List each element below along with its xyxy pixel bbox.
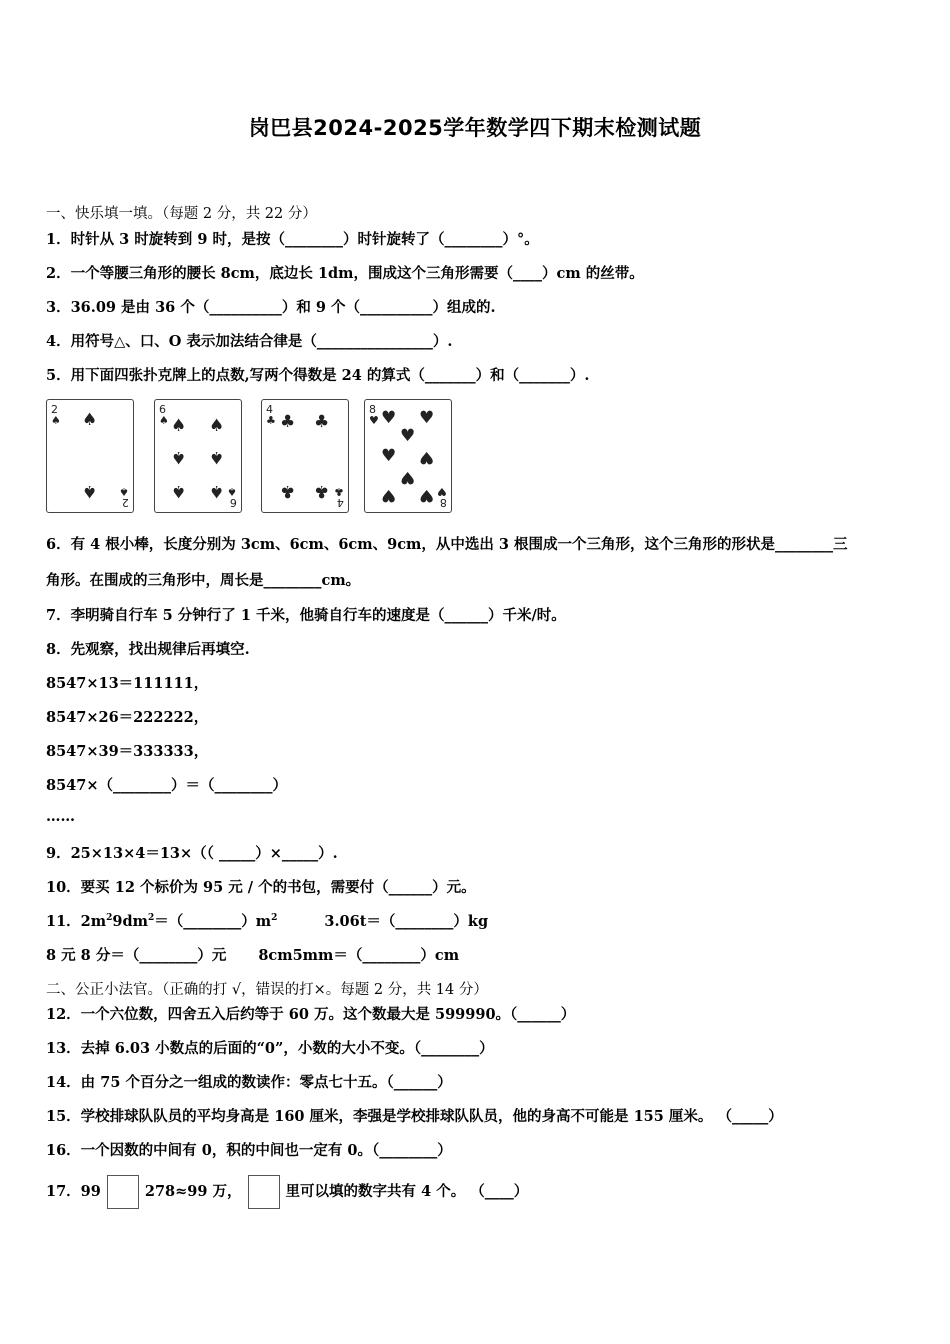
question-13: 13．去掉 6.03 小数点的后面的“0”，小数的大小不变。（________）	[46, 1040, 494, 1057]
question-5: 5．用下面四张扑克牌上的点数,写两个得数是 24 的算式（_______）和（_______）.	[46, 367, 590, 384]
question-16: 16．一个因数的中间有 0，积的中间也一定有 0。（________）	[46, 1142, 452, 1159]
question-14: 14．由 75 个百分之一组成的数读作：零点七十五。（______）	[46, 1074, 452, 1091]
playing-card-2-spades: 2 ♠ ♠ ♠ 2 ♠	[46, 399, 134, 513]
question-2: 2．一个等腰三角形的腰长 8cm，底边长 1dm，围成这个三角形需要（____）cm 的丝带。	[46, 265, 644, 282]
question-8-line-4: 8547×（________）＝（________）	[46, 777, 288, 794]
question-12: 12．一个六位数，四舍五入后约等于 60 万。这个数最大是 599990。（______）	[46, 1006, 576, 1023]
question-8-ellipsis: ……	[46, 808, 75, 825]
question-17: 17．99 278≈99 万， 里可以填的数字共有 4 个。 （____）	[46, 1175, 528, 1209]
question-3: 3．36.09 是由 36 个（__________）和 9 个（__________）组成的.	[46, 299, 496, 316]
section-1-heading: 一、快乐填一填。（每题 2 分，共 22 分）	[46, 206, 317, 222]
question-15: 15．学校排球队队员的平均身高是 160 厘米，李强是学校排球队队员，他的身高不可能是 155 厘米。 （_____）	[46, 1108, 783, 1125]
playing-card-8-hearts: 8 ♥ ♥ ♥ ♥ ♥ ♥ ♥ ♥ ♥ 8 ♥	[364, 399, 452, 513]
question-8: 8．先观察，找出规律后再填空.	[46, 641, 250, 658]
question-10: 10．要买 12 个标价为 95 元 / 个的书包，需要付（______）元。	[46, 879, 476, 896]
question-4: 4．用符号△、口、O 表示加法结合律是（________________）.	[46, 333, 453, 350]
page-title: 岗巴县2024-2025学年数学四下期末检测试题	[248, 116, 702, 140]
question-11-line-2: 8 元 8 分＝（________）元 8cm5mm＝（________）cm	[46, 947, 460, 964]
section-2-heading: 二、公正小法官。（正确的打 √，错误的打×。每题 2 分，共 14 分）	[46, 982, 488, 998]
question-8-line-1: 8547×13＝111111，	[46, 675, 209, 692]
question-8-line-2: 8547×26＝222222，	[46, 709, 209, 726]
answer-box	[107, 1175, 139, 1209]
answer-box	[248, 1175, 280, 1209]
question-6-line-2: 角形。在围成的三角形中，周长是________cm。	[46, 572, 361, 589]
question-7: 7．李明骑自行车 5 分钟行了 1 千米，他骑自行车的速度是（______）千米/时。	[46, 607, 566, 624]
question-11-line-1: 11．$2m^29dm^2=(\_\_\_\_\_\_\_\_)m^2$ 3.06t＝（________）kg	[46, 913, 489, 930]
playing-cards-figure	[46, 399, 466, 515]
playing-card-4-clubs: 4 ♣ ♣ ♣ ♣ ♣ 4 ♣	[261, 399, 349, 513]
question-8-line-3: 8547×39＝333333，	[46, 743, 209, 760]
question-1: 1．时针从 3 时旋转到 9 时，是按（________）时针旋转了（________）°。	[46, 231, 539, 248]
question-9: 9．25×13×4＝13×（（ _____）×_____）.	[46, 845, 338, 862]
playing-card-6-spades: 6 ♠ ♠ ♠ ♠ ♠ ♠ ♠ 6 ♠	[154, 399, 242, 513]
question-6-line-1: 6．有 4 根小棒，长度分别为 3cm、6cm、6cm、9cm，从中选出 3 根围成一个三角形，这个三角形的形状是________三	[46, 536, 848, 553]
